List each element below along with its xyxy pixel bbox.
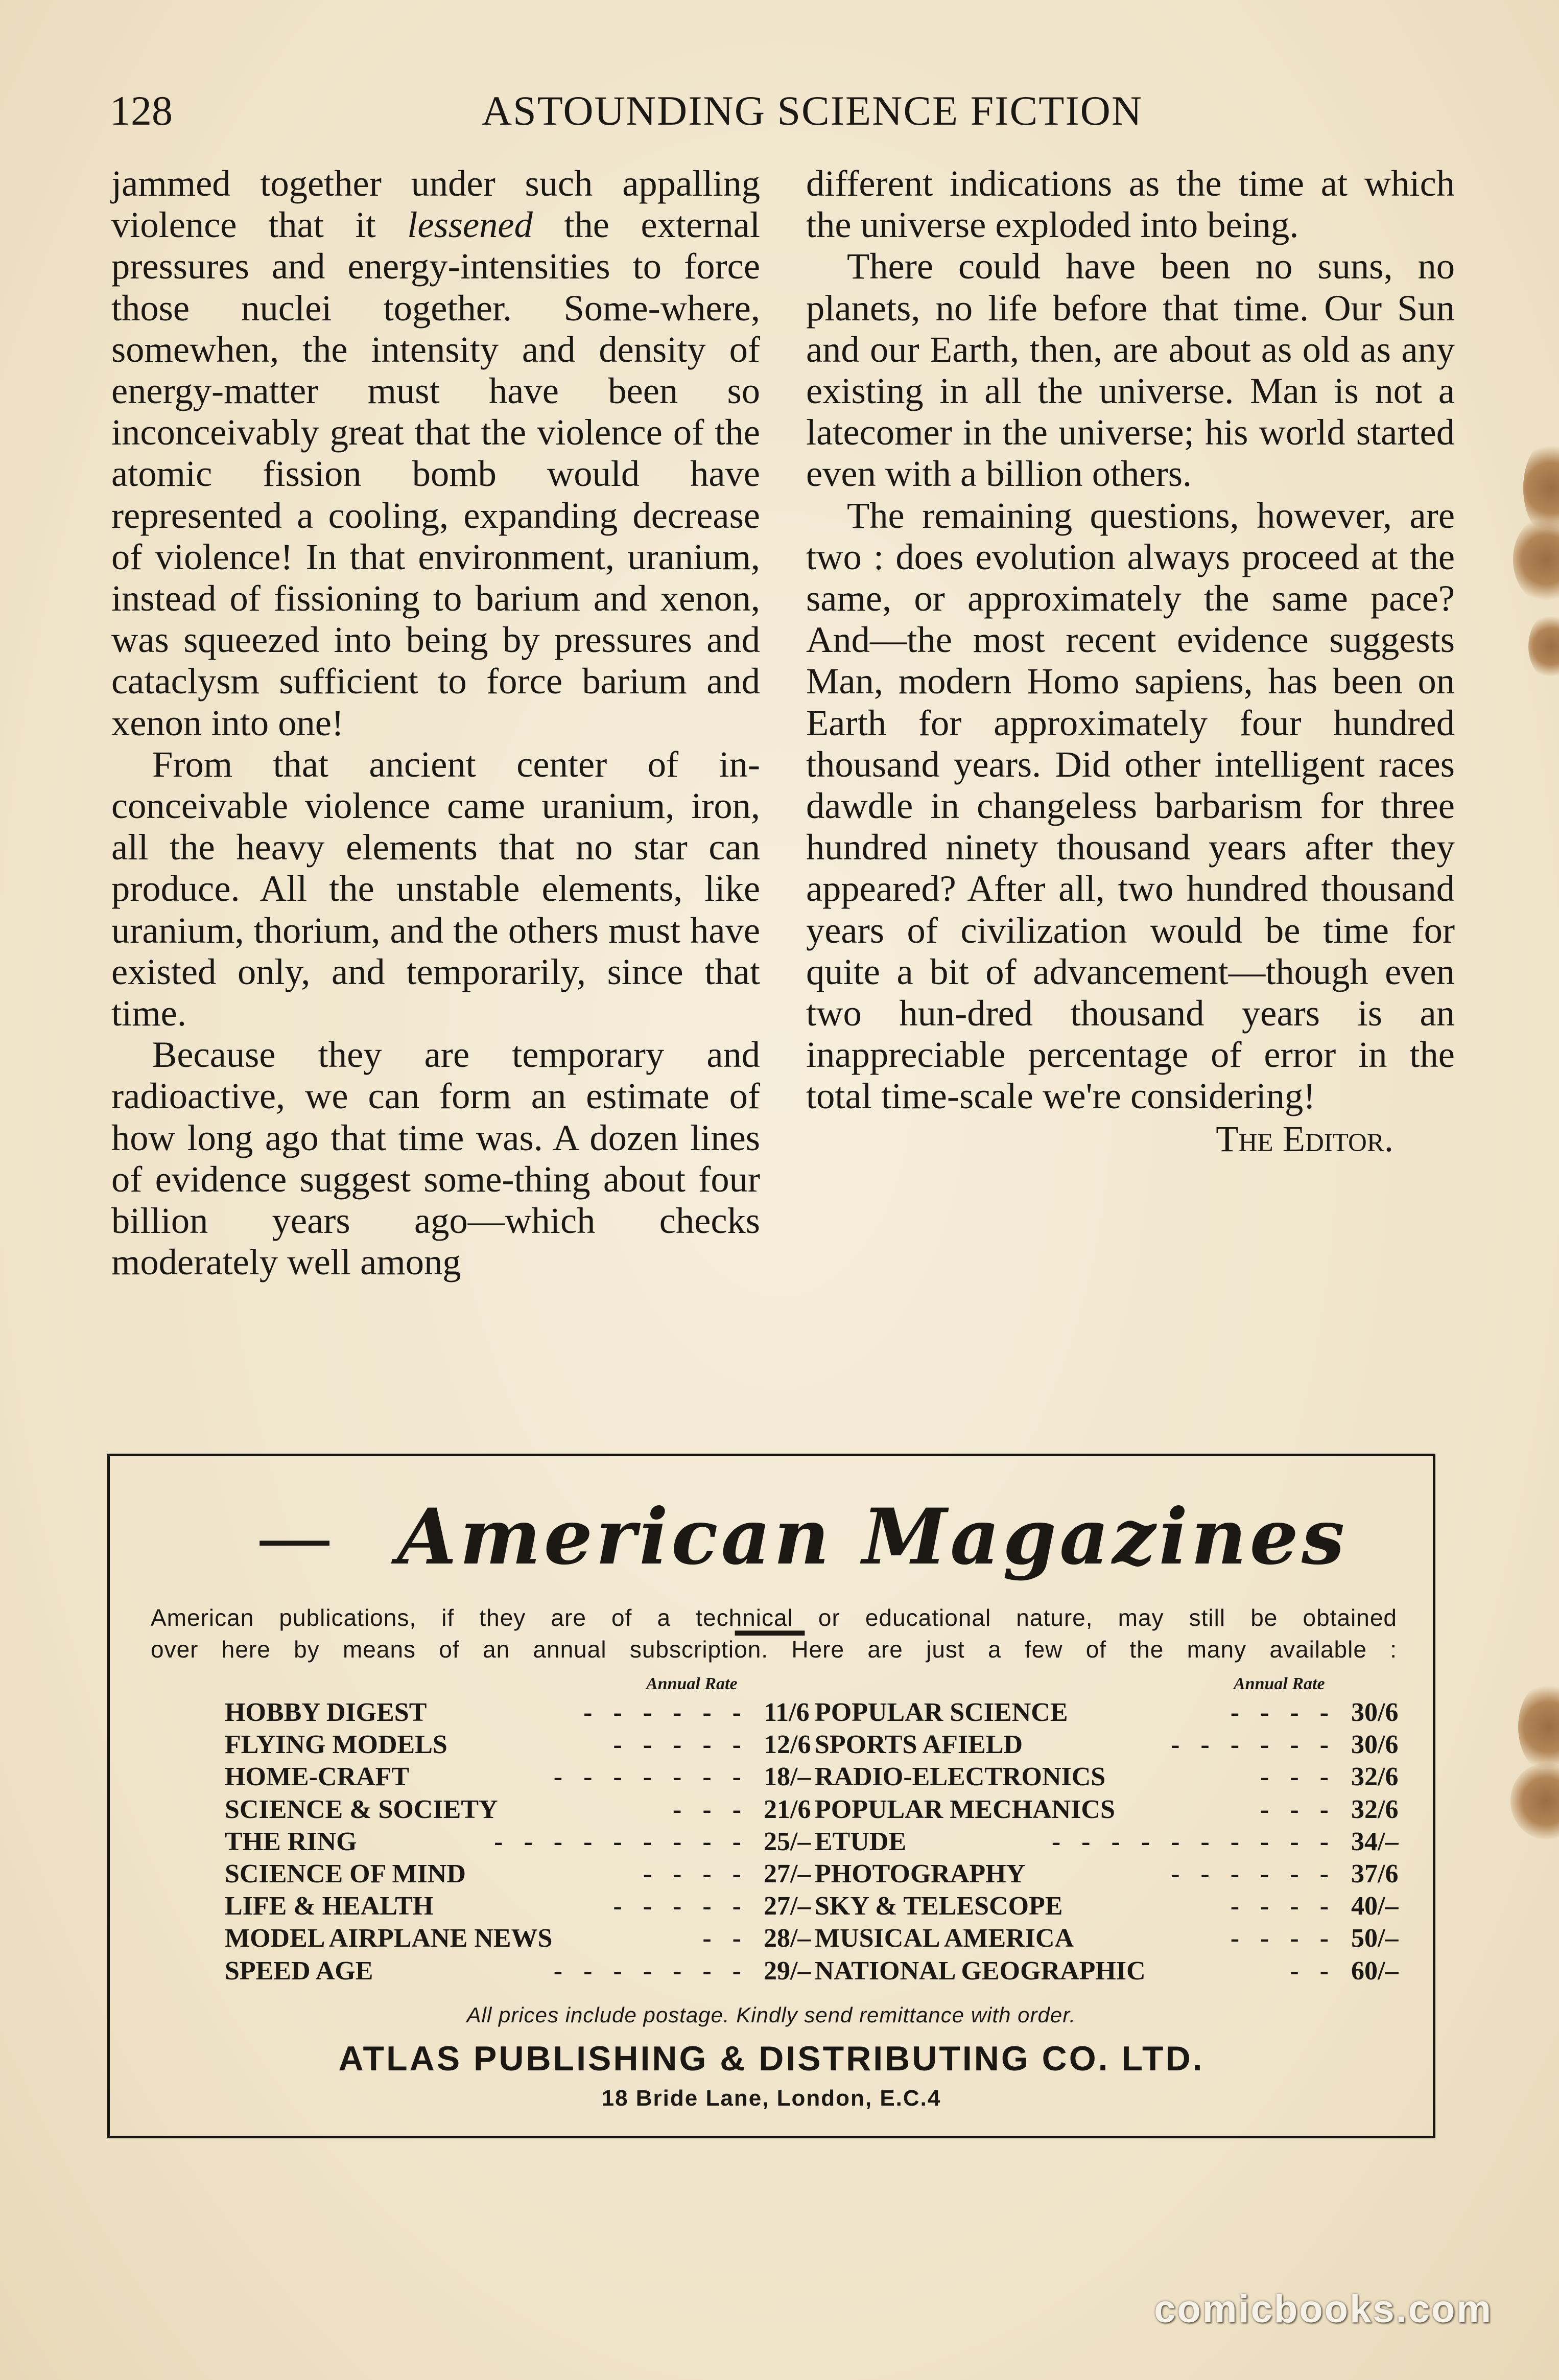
leader-dots: - - - -	[1230, 1924, 1336, 1953]
rate-header: Annual Rate	[646, 1674, 738, 1693]
magazine-price: 21/6	[764, 1794, 811, 1824]
paragraph: The remaining questions, however, are two : does evolution always proceed at the same, or approximately the same pace? And—the most recent evidence suggests Man, modern Homo sapiens, has been on Earth for approximately four hundred thousand years. Did other intelligent races dawdle in changeless barbarism for three hundred ninety thousand years after they appeared? After all, two hundred thousand years of civilization would be time for quite a bit of advancement—though even two hun-dred thousand years is an inappreciable percentage of error in the total time-scale we're considering!	[806, 494, 1455, 1117]
list-item	[815, 1890, 1433, 1922]
list-item	[815, 1955, 1433, 1987]
list-item	[225, 1890, 845, 1922]
leader-dots: - - -	[1260, 1794, 1336, 1824]
magazine-name: SCIENCE OF MIND	[225, 1859, 466, 1888]
magazine-price: 28/–	[764, 1924, 811, 1953]
list-item	[225, 1696, 845, 1729]
magazine-name: SPORTS AFIELD	[815, 1730, 1023, 1760]
leader-dots: - - - - - -	[583, 1698, 748, 1727]
magazine-name: HOBBY DIGEST	[225, 1698, 427, 1727]
magazine-price: 32/6	[1351, 1762, 1399, 1792]
right-column	[806, 162, 1455, 1159]
list-item	[815, 1793, 1433, 1826]
leader-dots: - -	[1290, 1956, 1336, 1986]
ad-address: 18 Bride Lane, London, E.C.4	[601, 2086, 941, 2111]
leader-dots: - - - -	[643, 1859, 748, 1888]
magazine-price: 11/6	[764, 1698, 810, 1727]
title-dash: —	[731, 1583, 811, 1672]
magazine-price: 37/6	[1351, 1859, 1399, 1888]
magazine-price: 12/6	[764, 1730, 811, 1760]
list-item	[815, 1729, 1433, 1761]
magazine-name: THE RING	[225, 1827, 357, 1856]
ad-note: All prices include postage. Kindly send remittance with order.	[466, 2003, 1076, 2027]
list-item	[225, 1922, 845, 1954]
magazine-price: 60/–	[1351, 1956, 1399, 1986]
magazine-price: 29/–	[764, 1956, 811, 1986]
leader-dots: - - - -	[1230, 1892, 1336, 1921]
leader-dots: - - - - - - - - - -	[1051, 1827, 1336, 1856]
list-item	[225, 1826, 845, 1858]
list-item	[815, 1922, 1433, 1954]
magazine-name: RADIO-ELECTRONICS	[815, 1762, 1106, 1792]
magazine-price: 30/6	[1351, 1698, 1399, 1727]
editor-signature: The Editor.	[1216, 1117, 1393, 1159]
magazine-price: 25/–	[764, 1827, 811, 1856]
list-item	[225, 1761, 845, 1793]
magazine-name: LIFE & HEALTH	[225, 1892, 434, 1921]
article-body	[111, 162, 1455, 1343]
list-item	[225, 1793, 845, 1826]
paragraph: There could have been no suns, no planets, no life before that time. Our Sun and our Earth, then, are about as old as any existing in all the universe. Man is not a latecomer in the universe; his world started even with a billion others.	[806, 245, 1455, 495]
magazine-name: NATIONAL GEOGRAPHIC	[815, 1956, 1146, 1986]
leader-dots: - - - - - -	[1171, 1859, 1336, 1888]
page-header	[110, 87, 1453, 148]
leader-dots: - - - - - -	[1171, 1730, 1336, 1760]
magazine-name: MODEL AIRPLANE NEWS	[225, 1924, 553, 1953]
leader-dots: - -	[702, 1924, 748, 1953]
paragraph: different indications as the time at which the universe exploded into being.	[806, 162, 1455, 246]
magazine-name: SCIENCE & SOCIETY	[225, 1794, 498, 1824]
ad-company-name: ATLAS PUBLISHING & DISTRIBUTING CO. LTD.	[338, 2039, 1204, 2078]
magazine-list-right	[815, 1696, 1433, 1987]
magazine-name: POPULAR SCIENCE	[815, 1698, 1068, 1727]
text-span: the external pressures and energy-intensities to force those nuclei together. Some-where, somewhen, the intensity and density of energy-matter must have been so inconceivably great that the violence of the atomic fission bomb would have represented a cooling, expanding decrease of violence! In that environment, uranium, instead of fissioning to barium and xenon, was squeezed into being by pressures and cataclysm sufficient to force barium and xenon into one!	[111, 204, 760, 743]
magazine-price: 34/–	[1351, 1827, 1399, 1856]
left-column	[111, 162, 760, 1282]
magazine-name: ETUDE	[815, 1827, 907, 1856]
magazine-name: HOME-CRAFT	[225, 1762, 410, 1792]
leader-dots: - - -	[1260, 1762, 1336, 1792]
advertisement-box	[107, 1454, 1435, 2138]
leader-dots: - - -	[673, 1794, 748, 1824]
magazine-price: 27/–	[764, 1892, 811, 1921]
magazine-name: POPULAR MECHANICS	[815, 1794, 1115, 1824]
page-number: 128	[110, 87, 173, 134]
magazine-name: SPEED AGE	[225, 1956, 373, 1986]
paragraph: From that ancient center of in-conceivable violence came uranium, iron, all the heavy elements that no star can produce. All the unstable elements, like uranium, thorium, and the others must have existed only, and temporarily, since that time.	[111, 743, 760, 1034]
list-item	[225, 1955, 845, 1987]
title-dash: —	[256, 1493, 336, 1582]
list-item	[225, 1729, 845, 1761]
magazine-price: 30/6	[1351, 1730, 1399, 1760]
watermark: comicbooks.com	[1154, 2288, 1493, 2331]
ad-title-text: American Magazines	[397, 1492, 1348, 1582]
magazine-price: 32/6	[1351, 1794, 1399, 1824]
leader-dots: - - - - - - -	[553, 1956, 748, 1986]
leader-dots: - - - - - - - - -	[494, 1827, 748, 1856]
list-item	[225, 1858, 845, 1890]
leader-dots: - - - -	[1230, 1698, 1336, 1727]
rate-header: Annual Rate	[1234, 1674, 1325, 1693]
paragraph	[111, 162, 760, 743]
magazine-name: MUSICAL AMERICA	[815, 1924, 1074, 1953]
magazine-price: 27/–	[764, 1859, 811, 1888]
ad-intro-line: over here by means of an annual subscription. Here are just a few of the many available :	[151, 1636, 1397, 1663]
magazine-name: PHOTOGRAPHY	[815, 1859, 1026, 1888]
leader-dots: - - - - -	[613, 1892, 748, 1921]
leader-dots: - - - - - - -	[553, 1762, 748, 1792]
text-span: jammed together under such appalling violence that it	[111, 162, 760, 246]
paragraph: Because they are temporary and radioactive, we can form an estimate of how long ago that time was. A dozen lines of evidence suggest some-thing about four billion years ago—which checks moderately well among	[111, 1034, 760, 1283]
italic-word: lessened	[407, 204, 533, 246]
magazine-price: 18/–	[764, 1762, 811, 1792]
magazine-name: FLYING MODELS	[225, 1730, 447, 1760]
magazine-price: 50/–	[1351, 1924, 1399, 1953]
running-title: ASTOUNDING SCIENCE FICTION	[481, 87, 1143, 134]
list-item	[815, 1858, 1433, 1890]
ad-intro-line: American publications, if they are of a technical or educational nature, may still be obtained	[151, 1604, 1397, 1631]
leader-dots: - - - - -	[613, 1730, 748, 1760]
magazine-price: 40/–	[1351, 1892, 1399, 1921]
list-item	[815, 1761, 1433, 1793]
magazine-list-left	[225, 1696, 845, 1987]
ad-intro	[151, 1602, 1397, 1665]
magazine-name: SKY & TELESCOPE	[815, 1892, 1063, 1921]
list-item	[815, 1696, 1433, 1729]
list-item	[815, 1826, 1433, 1858]
